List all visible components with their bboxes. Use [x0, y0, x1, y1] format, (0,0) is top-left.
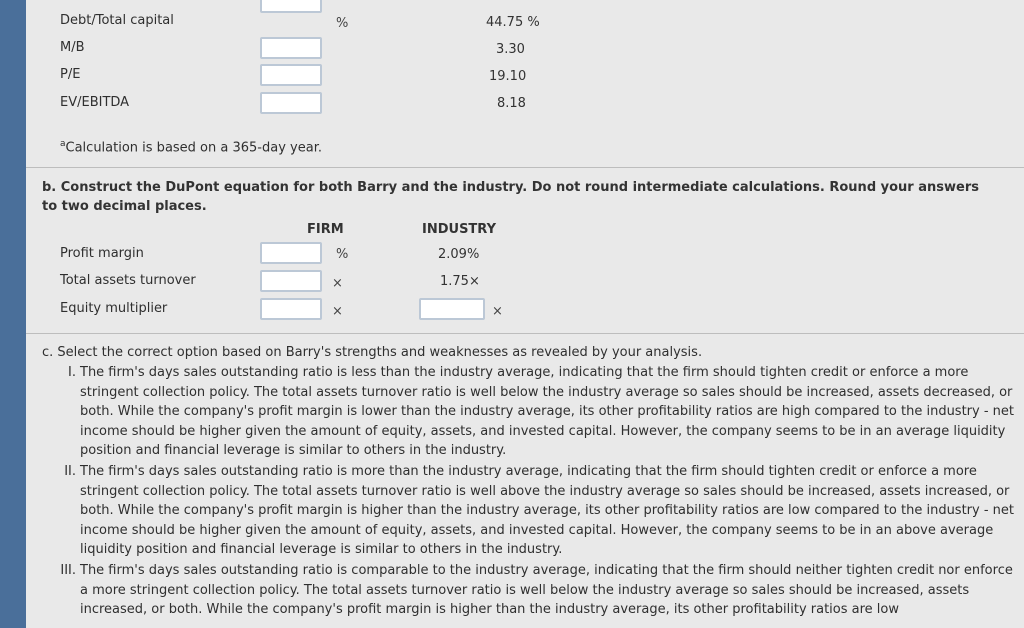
divider: [26, 167, 1024, 168]
option-text: The firm's days sales outstanding ratio is comparable to the industry average, indicating that the firm should neither tighten credit nor enforce a more stringent collection policy. The total assets turnover ratio is well below the industry average so sales should be increased, assets increased, or both. While the company's profit margin is higher than the industry average, its other profitability ratios are low: [80, 563, 1013, 617]
ratio-label-pe: P/E: [60, 67, 81, 82]
industry-value: 8.18: [497, 96, 526, 111]
industry-input-equity-multiplier[interactable]: [419, 298, 485, 320]
industry-value: 19.10: [489, 69, 527, 84]
option-i[interactable]: [50, 363, 1015, 462]
firm-input-equity-multiplier[interactable]: [260, 298, 322, 320]
part-c-prompt: c. Select the correct option based on Barry's strengths and weaknesses as revealed by your analysis.: [42, 345, 703, 360]
firm-input-pe[interactable]: [260, 64, 322, 86]
content-area: [26, 0, 1024, 628]
left-accent-bar: [0, 0, 26, 628]
firm-input-profit-margin[interactable]: [260, 242, 322, 264]
option-iii[interactable]: [50, 561, 1015, 621]
unit-times: ×: [332, 276, 343, 291]
ratio-label-ev-ebitda: EV/EBITDA: [60, 95, 130, 110]
industry-value: 3.30: [496, 42, 525, 57]
unit-times: ×: [492, 304, 503, 319]
col-header-industry: INDUSTRY: [422, 222, 497, 237]
part-b-prompt: b. Construct the DuPont equation for both Barry and the industry. Do not round intermediate calculations. Round your answers to two decimal places.: [42, 180, 979, 214]
col-header-firm: FIRM: [307, 222, 344, 237]
dupont-label-total-assets-turnover: Total assets turnover: [60, 273, 196, 288]
footnote: [60, 139, 322, 155]
option-ii[interactable]: [50, 462, 1015, 561]
dupont-label-equity-multiplier: Equity multiplier: [60, 301, 168, 316]
option-number: II.: [64, 464, 76, 479]
industry-value: 1.75×: [440, 274, 480, 289]
firm-input-mb[interactable]: [260, 37, 322, 59]
option-text: The firm's days sales outstanding ratio is less than the industry average, indicating that the firm should tighten credit or enforce a more stringent collection policy. The total assets turnover ratio is well below the industry average so sales should be increased, assets decreased, or both. While the company's profit margin is lower than the industry average, its other profitability ratios are high compared to the industry - net income should be higher given the amount of equity, assets, and invested capital. However, the company seems to be in an average liquidity position and financial leverage is similar to others in the industry.: [80, 365, 1015, 458]
firm-input-row0-top[interactable]: [260, 0, 322, 13]
dupont-label-profit-margin: Profit margin: [60, 246, 144, 261]
firm-input-ev-ebitda[interactable]: [260, 92, 322, 114]
industry-value: 44.75 %: [486, 15, 540, 30]
divider: [26, 333, 1024, 334]
footnote-text: Calculation is based on a 365-day year.: [65, 140, 322, 156]
ratio-label-mb: M/B: [60, 40, 85, 55]
unit-percent: %: [336, 16, 349, 31]
unit-percent: %: [336, 247, 349, 262]
option-text: The firm's days sales outstanding ratio is more than the industry average, indicating that the firm should tighten credit or enforce a more stringent collection policy. The total assets turnover ratio is well above the industry average so sales should be increased, assets increased, or both. While the company's profit margin is higher than the industry average, its other profitability ratios are low compared to the industry - net income should be higher given the amount of equity, assets, and invested capital. However, the company seems to be in an above average liquidity position and financial leverage is similar to others in the industry.: [80, 464, 1015, 557]
unit-times: ×: [332, 304, 343, 319]
footnote-marker: a: [60, 139, 66, 149]
option-number: III.: [60, 563, 76, 578]
ratio-label-debt-total-capital: Debt/Total capital: [60, 13, 174, 28]
industry-value: 2.09%: [438, 247, 480, 262]
firm-input-total-assets-turnover[interactable]: [260, 270, 322, 292]
option-number: I.: [68, 365, 76, 380]
